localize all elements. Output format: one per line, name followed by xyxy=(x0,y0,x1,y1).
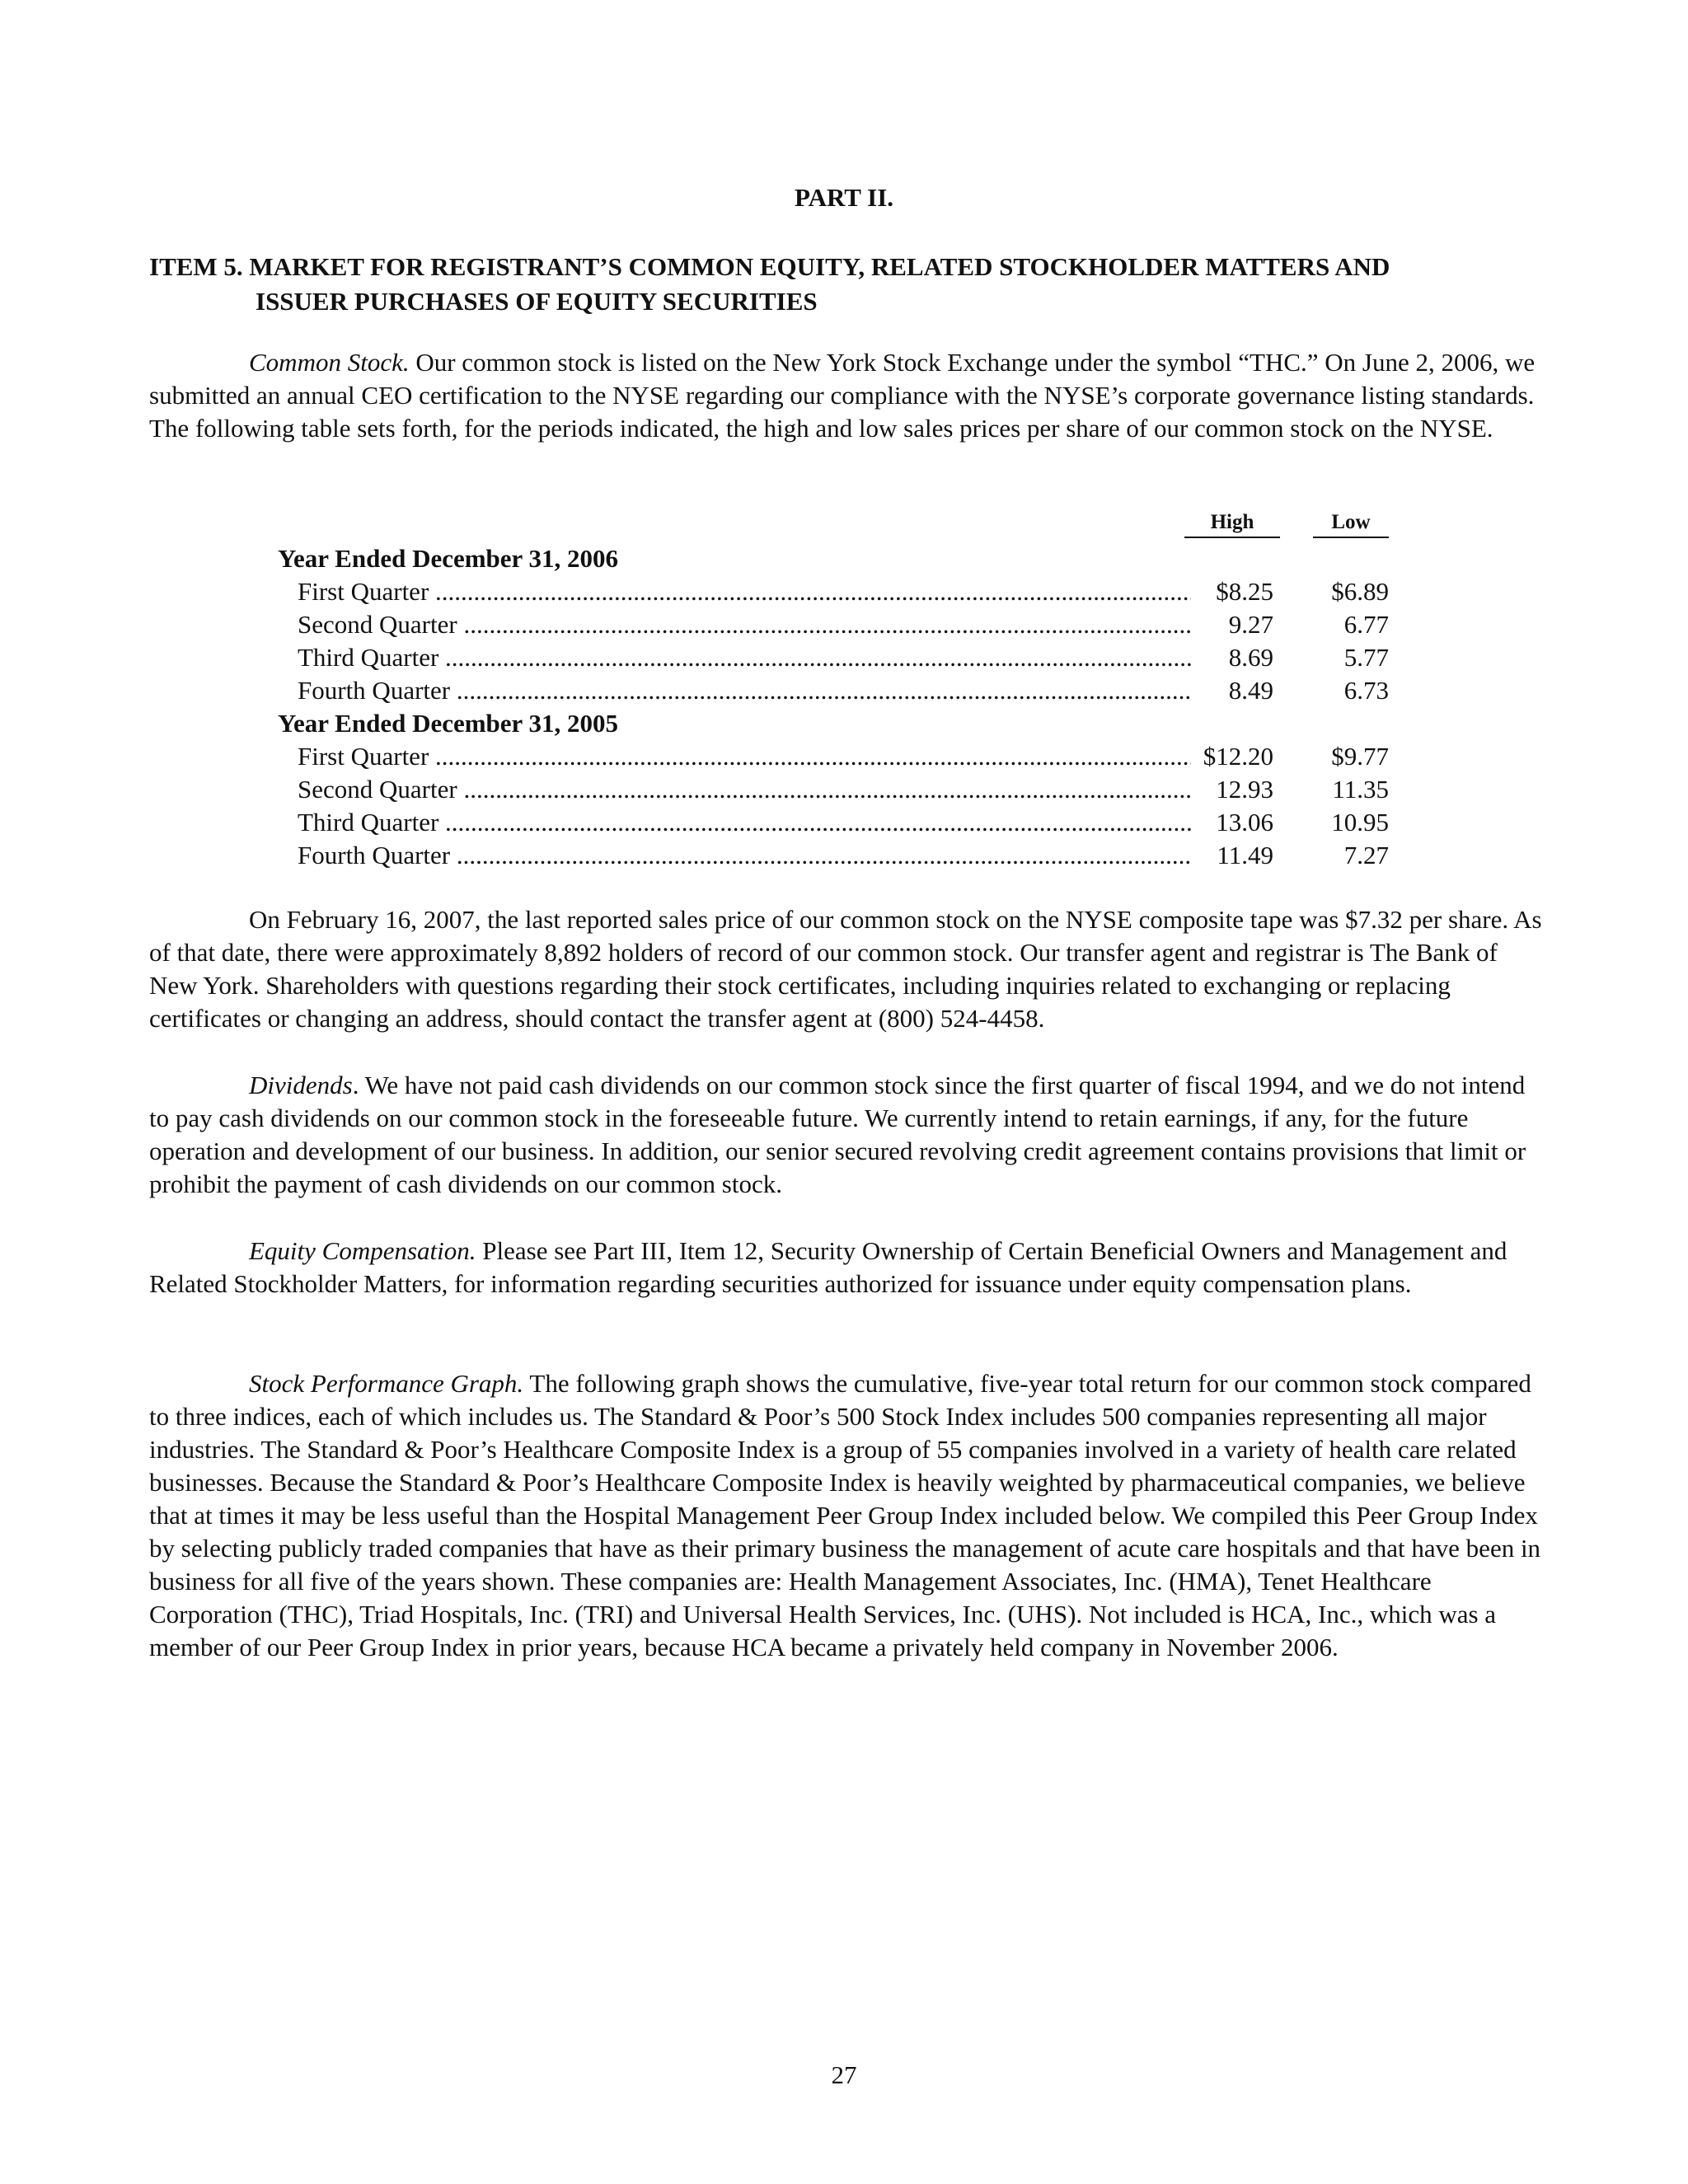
high-value: 11.49 xyxy=(1217,841,1273,869)
high-value: 13.06 xyxy=(1216,808,1273,837)
high-value: $8.25 xyxy=(1216,577,1273,606)
column-header-high: High xyxy=(1184,511,1280,538)
quarter-label: Second Quarter ..... xyxy=(298,610,1191,640)
last-price-paragraph xyxy=(149,903,1550,1035)
stock-performance-text: The following graph shows the cumulative, five-year total return for our common stock compared to three indices, each of which includes us. The Standard & Poor’s 500 Stock Index includes 500 companies representing all major industries. The Standard & Poor’s Healthcare Composite Index is a group of 55 companies involved in a variety of health care related businesses. Because the Standard & Poor’s Healthcare Composite Index is heavily weighted by pharmaceutical companies, we believe that at times it may be less useful than the Hospital Management Peer Group Index included below. We compiled this Peer Group Index by selecting publicly traded companies that have as their primary business the management of acute care hospitals and that have been in business for all five of the years shown. These companies are: Health Management Associates, Inc. (HMA), Tenet Healthcare Corporation (THC), Triad Hospitals, Inc. (TRI) and Universal Health Services, Inc. (UHS). Not included is HCA, Inc., which was a member of our Peer Group Index in prior years, because HCA became a privately held company in November 2006. xyxy=(149,1369,1541,1661)
table-row xyxy=(0,643,1688,676)
stock-performance-paragraph xyxy=(149,1367,1550,1664)
high-value: $12.20 xyxy=(1203,742,1273,771)
low-value: 6.73 xyxy=(1343,676,1389,705)
stock-performance-lead: Stock Performance Graph. xyxy=(249,1369,524,1398)
common-stock-paragraph xyxy=(149,346,1550,445)
high-value: 8.49 xyxy=(1228,676,1273,705)
equity-compensation-text: Please see Part III, Item 12, Security Ownership of Certain Beneficial Owners and Management and Related Stockholder Matters, for information regarding securities authorized for issuance under equity compensation plans. xyxy=(149,1236,1507,1298)
year-heading-row xyxy=(0,544,1688,577)
year-label: Year Ended December 31, 2005 xyxy=(278,709,619,738)
quarter-label: Fourth Quarter ..... xyxy=(298,676,1191,705)
quarter-label: Third Quarter ..... xyxy=(298,808,1191,837)
low-value: 5.77 xyxy=(1343,643,1389,672)
item-heading-line-2: ISSUER PURCHASES OF EQUITY SECURITIES xyxy=(256,287,818,316)
table-row xyxy=(0,610,1688,643)
year-label: Year Ended December 31, 2006 xyxy=(278,544,619,573)
low-value: 7.27 xyxy=(1343,841,1389,869)
column-header-low: Low xyxy=(1313,511,1389,538)
dividends-lead: Dividends xyxy=(249,1071,353,1099)
quarter-label: First Quarter ..... xyxy=(298,577,1191,607)
high-value: 12.93 xyxy=(1216,775,1273,804)
common-stock-text: Our common stock is listed on the New York Stock Exchange under the symbol “THC.” On June 2, 2006, we submitted an annual CEO certification to the NYSE regarding our compliance with the NYSE’s corporate governance listing standards. The following table sets forth, for the periods indicated, the high and low sales prices per share of our common stock on the NYSE. xyxy=(149,348,1536,443)
low-value: $9.77 xyxy=(1331,742,1389,771)
table-row xyxy=(0,577,1688,610)
equity-compensation-lead: Equity Compensation. xyxy=(249,1236,476,1265)
dividends-text: . We have not paid cash dividends on our common stock since the first quarter of fiscal 1994, and we do not intend to pay cash dividends on our common stock in the foreseeable future. We currently intend to retain earnings, if any, for the future operation and development of our business. In addition, our senior secured revolving credit agreement contains provisions that limit or prohibit the payment of cash dividends on our common stock. xyxy=(149,1071,1526,1198)
high-value: 9.27 xyxy=(1228,610,1273,639)
part-title: PART II. xyxy=(794,183,894,212)
quarter-label: Fourth Quarter ..... xyxy=(298,841,1191,870)
table-row xyxy=(0,808,1688,841)
low-value: $6.89 xyxy=(1331,577,1389,606)
table-row xyxy=(0,742,1688,775)
equity-compensation-paragraph xyxy=(149,1235,1550,1301)
dividends-paragraph xyxy=(149,1069,1550,1201)
table-row xyxy=(0,775,1688,808)
high-value: 8.69 xyxy=(1228,643,1273,672)
last-price-text: On February 16, 2007, the last reported sales price of our common stock on the NYSE composite tape was $7.32 per share. As of that date, there were approximately 8,892 holders of record of our common stock. Our transfer agent and registrar is The Bank of New York. Shareholders with questions regarding their stock certificates, including inquiries related to exchanging or replacing certificates or changing an address, should contact the transfer agent at (800) 524-4458. xyxy=(149,905,1542,1033)
quarter-label: Second Quarter ..... xyxy=(298,775,1191,804)
quarter-label: Third Quarter ..... xyxy=(298,643,1191,673)
page-number: 27 xyxy=(831,2060,857,2089)
table-row xyxy=(0,841,1688,874)
year-heading-row xyxy=(0,709,1688,742)
table-row xyxy=(0,676,1688,709)
item-heading xyxy=(149,250,1550,319)
low-value: 11.35 xyxy=(1332,775,1389,804)
low-value: 10.95 xyxy=(1331,808,1389,837)
low-value: 6.77 xyxy=(1343,610,1389,639)
common-stock-lead: Common Stock. xyxy=(249,348,410,377)
item-heading-line-1: ITEM 5. MARKET FOR REGISTRANT’S COMMON EQUITY, RELATED STOCKHOLDER MATTERS AND xyxy=(149,252,1390,281)
quarter-label: First Quarter ..... xyxy=(298,742,1191,771)
